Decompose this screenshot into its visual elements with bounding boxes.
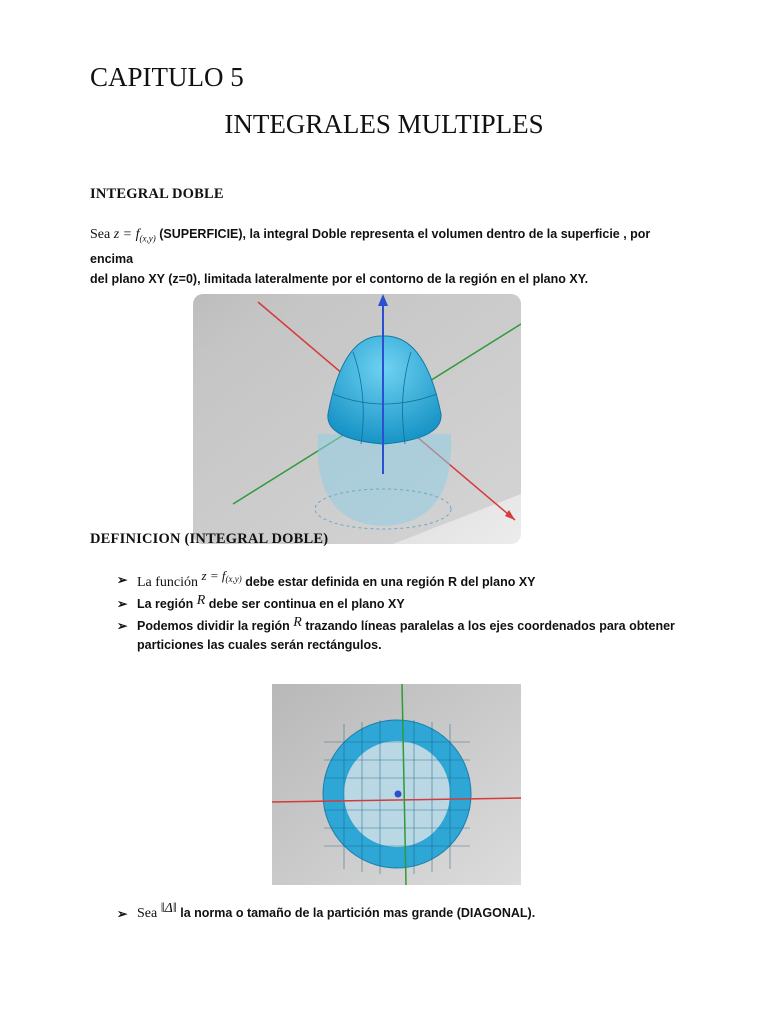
bullet-2-lead: La región (137, 597, 194, 611)
paraboloid-svg (193, 294, 521, 544)
bullet-3 (137, 613, 675, 655)
page-title: INTEGRALES MULTIPLES (224, 109, 544, 139)
intro-line-1: (SUPERFICIE), la integral Doble representa el volumen dentro de la superficie , por encima (90, 227, 651, 266)
intro-paragraph (90, 224, 690, 289)
region-figure (272, 684, 521, 885)
bullet-1-lead: La función (137, 575, 199, 590)
bullet-2 (137, 591, 405, 614)
formula-z: z = f (113, 227, 140, 242)
bullet-glyph: ➢ (117, 907, 128, 921)
bullet-3-text: trazando líneas paralelas a los ejes coordenados para obtener (305, 619, 675, 633)
intro-line-2: del plano XY (z=0), limitada lateralmente por el contorno de la región en el plano XY. (90, 271, 589, 286)
bullet-4 (137, 899, 535, 923)
bullet-glyph: ➢ (117, 573, 128, 587)
bullet-1 (137, 566, 536, 592)
paraboloid-figure (193, 294, 521, 544)
bullet-1-formula-sub: (x,y) (225, 574, 242, 584)
bullet-1-text: debe estar definida en una región R del plano XY (245, 575, 536, 589)
bullet-3-text2: particiones las cuales serán rectángulos. (137, 638, 382, 652)
bullet-4-lead: Sea (137, 906, 158, 921)
section-heading-definicion: DEFINICION (INTEGRAL DOBLE) (90, 531, 329, 547)
bullet-3-lead: Podemos dividir la región (137, 619, 290, 633)
formula-sub: (x,y) (139, 233, 156, 244)
bullet-4-symbol: ‖Δ‖ (160, 901, 177, 916)
sea-word: Sea (90, 227, 111, 242)
chapter-heading: CAPITULO 5 (90, 62, 244, 92)
origin-point (395, 791, 402, 798)
bullet-1-formula: z = f (201, 568, 226, 583)
bullet-3-symbol: R (293, 615, 302, 630)
region-svg (272, 684, 521, 885)
section-heading-integral-doble: INTEGRAL DOBLE (90, 186, 224, 202)
bullet-glyph: ➢ (117, 597, 128, 611)
bullet-4-text: la norma o tamaño de la partición mas grande (DIAGONAL). (180, 906, 536, 920)
bullet-glyph: ➢ (117, 619, 128, 633)
bullet-2-text: debe ser continua en el plano XY (208, 597, 405, 611)
bullet-2-symbol: R (196, 593, 206, 608)
